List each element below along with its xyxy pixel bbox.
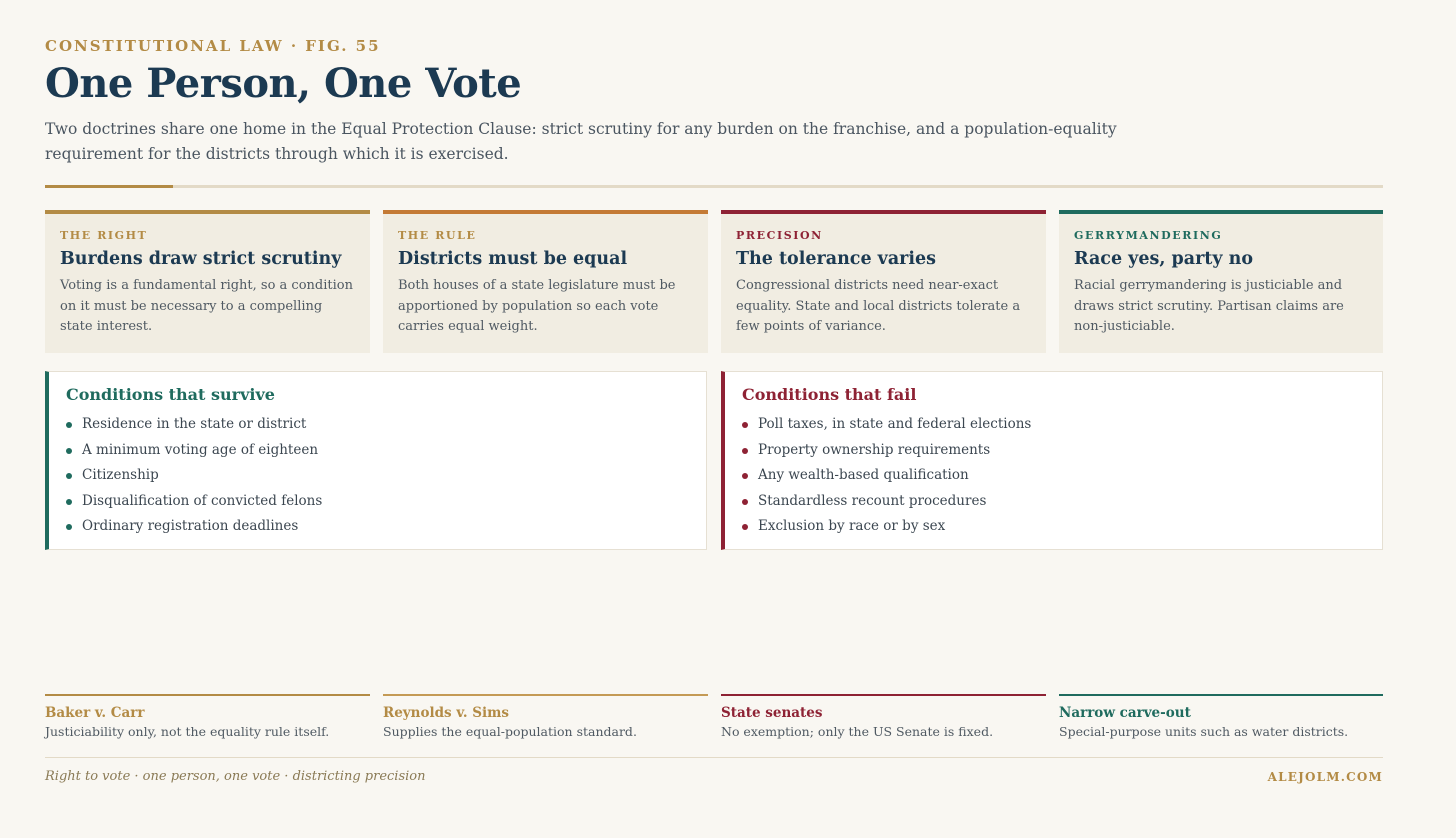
note-narrow-carve-out: [1059, 694, 1383, 744]
page-title: One Person, One Vote: [45, 60, 522, 107]
card-kicker: THE RIGHT: [60, 229, 148, 242]
card-body: Racial gerrymandering is justiciable and draws strict scrutiny. Partisan claims are non-justiciable.: [1074, 278, 1344, 334]
list-item: [742, 489, 1382, 515]
list-item: [66, 412, 706, 438]
note-title: Narrow carve-out: [1059, 705, 1191, 721]
footer-tagline: Right to vote · one person, one vote · districting precision: [45, 769, 426, 784]
note-text: Justiciability only, not the equality rule itself.: [45, 724, 330, 739]
list-item: [742, 412, 1382, 438]
card-the-rule: [383, 210, 708, 353]
note-baker-v-carr: [45, 694, 370, 744]
lede: Two doctrines share one home in the Equal Protection Clause: strict scrutiny for any burden on the franchise, and a population-equality requirement for the districts through which it is exercised.: [45, 120, 1117, 163]
bullet-icon: [742, 499, 748, 505]
card-kicker: GERRYMANDERING: [1074, 229, 1223, 242]
card-precision: [721, 210, 1046, 353]
list-item: [742, 438, 1382, 464]
fail-list: [742, 412, 1382, 540]
bullet-icon: [66, 448, 72, 454]
list-item-text: Ordinary registration deadlines: [82, 518, 299, 534]
list-item-text: Exclusion by race or by sex: [758, 518, 946, 534]
footer-site-link[interactable]: ALEJOLM.COM: [1267, 770, 1383, 784]
list-item: [66, 489, 706, 515]
list-item: [742, 514, 1382, 540]
card-heading: Burdens draw strict scrutiny: [60, 249, 342, 269]
bullet-icon: [66, 499, 72, 505]
bullet-icon: [742, 473, 748, 479]
note-text: Supplies the equal-population standard.: [383, 724, 637, 739]
card-body: Voting is a fundamental right, so a condition on it must be necessary to a compelling state interest.: [60, 278, 353, 334]
panel-fail: [721, 371, 1383, 550]
card-heading: Districts must be equal: [398, 249, 628, 269]
note-state-senates: [721, 694, 1046, 744]
note-text: No exemption; only the US Senate is fixed.: [721, 724, 994, 739]
card-the-right: [45, 210, 370, 353]
list-item: [66, 438, 706, 464]
list-item: [742, 463, 1382, 489]
doctrine-cards: [45, 210, 1383, 353]
card-body: Congressional districts need near-exact equality. State and local districts tolerate a few points of variance.: [736, 278, 1021, 334]
list-item-text: Any wealth-based qualification: [758, 467, 969, 483]
bullet-icon: [742, 448, 748, 454]
list-item-text: Residence in the state or district: [82, 416, 307, 432]
list-item: [66, 514, 706, 540]
note-text: Special-purpose units such as water districts.: [1059, 724, 1349, 739]
card-heading: The tolerance varies: [736, 249, 937, 269]
card-gerrymandering: [1059, 210, 1383, 353]
list-item-text: Citizenship: [82, 467, 159, 483]
page: [45, 0, 1383, 838]
header-divider: [45, 185, 1383, 188]
list-item-text: A minimum voting age of eighteen: [82, 441, 319, 458]
card-heading: Race yes, party no: [1074, 249, 1254, 269]
panel-title: Conditions that fail: [742, 385, 917, 404]
bullet-icon: [742, 524, 748, 530]
note-title: State senates: [721, 705, 823, 721]
bullet-icon: [66, 524, 72, 530]
list-item-text: Disqualification of convicted felons: [82, 492, 323, 509]
note-reynolds-v-sims: [383, 694, 708, 744]
header-divider-accent: [45, 185, 173, 188]
bullet-icon: [66, 473, 72, 479]
bullet-icon: [66, 422, 72, 428]
list-item-text: Standardless recount procedures: [758, 492, 987, 509]
list-item-text: Property ownership requirements: [758, 441, 991, 458]
bullet-icon: [742, 422, 748, 428]
case-notes: [45, 694, 1383, 744]
list-item: [66, 463, 706, 489]
panel-title: Conditions that survive: [66, 385, 275, 404]
footer-divider: [45, 757, 1383, 758]
note-title: Reynolds v. Sims: [383, 705, 509, 721]
conditions-lists: [45, 371, 1383, 550]
card-kicker: PRECISION: [736, 229, 823, 242]
card-kicker: THE RULE: [398, 229, 477, 242]
list-item-text: Poll taxes, in state and federal elections: [758, 416, 1032, 432]
panel-survive: [45, 371, 707, 550]
survive-list: [66, 412, 706, 540]
card-body: Both houses of a state legislature must be apportioned by population so each vote carries equal weight.: [398, 278, 676, 334]
note-title: Baker v. Carr: [45, 705, 145, 721]
eyebrow: CONSTITUTIONAL LAW · FIG. 55: [45, 37, 381, 55]
